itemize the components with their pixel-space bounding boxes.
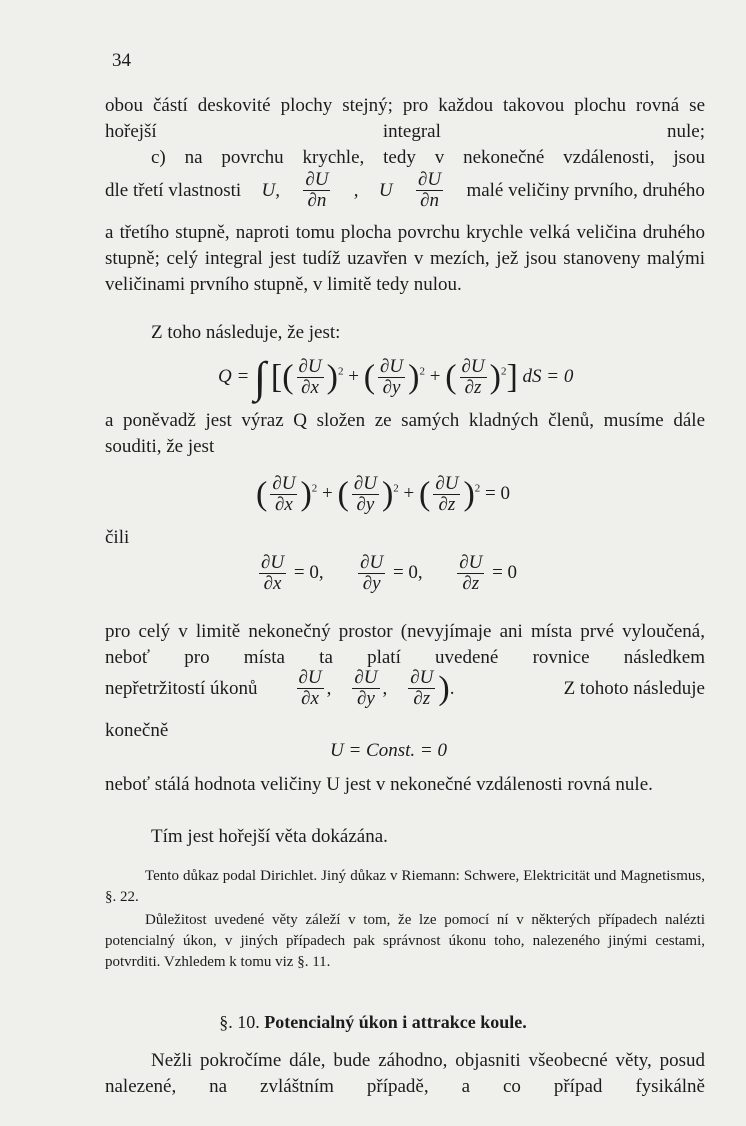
paragraph-7: Tím jest hořejší věta dokázána. (151, 826, 388, 847)
paragraph-2-rest: a třetího stupně, naproti tomu plocha povrchu krychle velká veličina druhého stupně; celý integral jest tudíž uzavřen v mezích, jež jsou stanoveny malými veličinami prvního stupně, v limitě tedy nulou. (105, 222, 705, 295)
paragraph-8: Nežli pokročíme dále, bude záhodno, objasniti všeobecné věty, posud nalezené, na zvláštním případě, a co případ fysikálně (105, 1050, 705, 1097)
paragraph-5: pro celý v limitě nekonečný prostor (nevyjímaje ani místa prvé vyloučená, neboť pro místa ta platí uvedené rovnice následkem (105, 621, 705, 668)
text-neprerzitosti: nepřetržitostí úkonů (105, 677, 258, 699)
equation-1: Q = ∫ [( $\frac{\partial U}{\partial x}$ )$^2$ + ( $\frac{\partial U}{\partial y}$ )$^2$ + ( $\frac{\partial U}{\partial z}$ )$^2$] dS = 0 (218, 353, 574, 402)
text-male: malé veličiny prvního, druhého (466, 179, 705, 201)
footnote-1: Tento důkaz podal Dirichlet. Jiný důkaz v Riemann: Schwere, Elektricität und Magnetismus, §. 22. (105, 868, 705, 905)
paragraph-2-formula-line: dle třetí vlastnosti U, $\frac{\partial U}{\partial n}$ , U $\frac{\partial U}{\partial n}$ malé veličiny prvního, druhého (105, 169, 705, 211)
var-u: U, (261, 179, 280, 201)
paragraph-2-start: c) na povrchu krychle, tedy v nekonečné vzdálenosti, jsou (151, 147, 705, 168)
paragraph-1: obou částí deskovité plochy stejný; pro každou takovou plochu rovná se hořejší integral nule; (105, 95, 705, 142)
page-number: 34 (112, 50, 131, 71)
footnote-2: Důležitost uvedené věty záleží v tom, že lze pomocí ní v některých případech nalézti potencialný úkon, v jiných případech pak správnost úkonu toho, nalezeného jinými cestami, potvrditi. Vzhledem k tomu viz §. 11. (105, 912, 705, 970)
text-dle: dle třetí vlastnosti (105, 179, 242, 201)
paragraph-5-formula-line: nepřetržitostí úkonů $\frac{\partial U}{\partial x}$ , $\frac{\partial U}{\partial y}$ , $\frac{\partial U}{\partial z}$ ) . Z tohoto následuje (105, 667, 705, 709)
paragraph-3: Z toho následuje, že jest: (151, 322, 341, 343)
section-title: Potencialný úkon i attrakce koule. (264, 1012, 527, 1032)
text-z-tohoto: Z tohoto následuje (563, 677, 705, 699)
paragraph-6: neboť stálá hodnota veličiny U jest v nekonečné vzdálenosti rovná nule. (105, 774, 653, 795)
equation-3: $\frac{\partial U}{\partial x}$ = 0, $\frac{\partial U}{\partial y}$ = 0, $\frac{\partial U}{\partial z}$ = 0 (261, 552, 518, 594)
text-konecne: konečně (105, 720, 169, 741)
fraction-du-dn: $\frac{\partial U}{\partial n}$ (305, 169, 329, 211)
fraction-du-dn-2: $\frac{\partial U}{\partial n}$ (417, 169, 442, 211)
equation-2: ( $\frac{\partial U}{\partial x}$ )$^2$ + ( $\frac{\partial U}{\partial y}$ )$^2$ + ( $\frac{\partial U}{\partial z}$ )$^2$ = 0 (256, 473, 510, 515)
equation-4: U = Const. = 0 (330, 740, 447, 761)
section-heading (0, 1012, 746, 1033)
paragraph-4: a poněvadž jest výraz Q složen ze samých kladných členů, musíme dále souditi, že jest (105, 410, 705, 457)
section-number: §. 10. (219, 1012, 260, 1032)
text-cili: čili (105, 527, 130, 548)
